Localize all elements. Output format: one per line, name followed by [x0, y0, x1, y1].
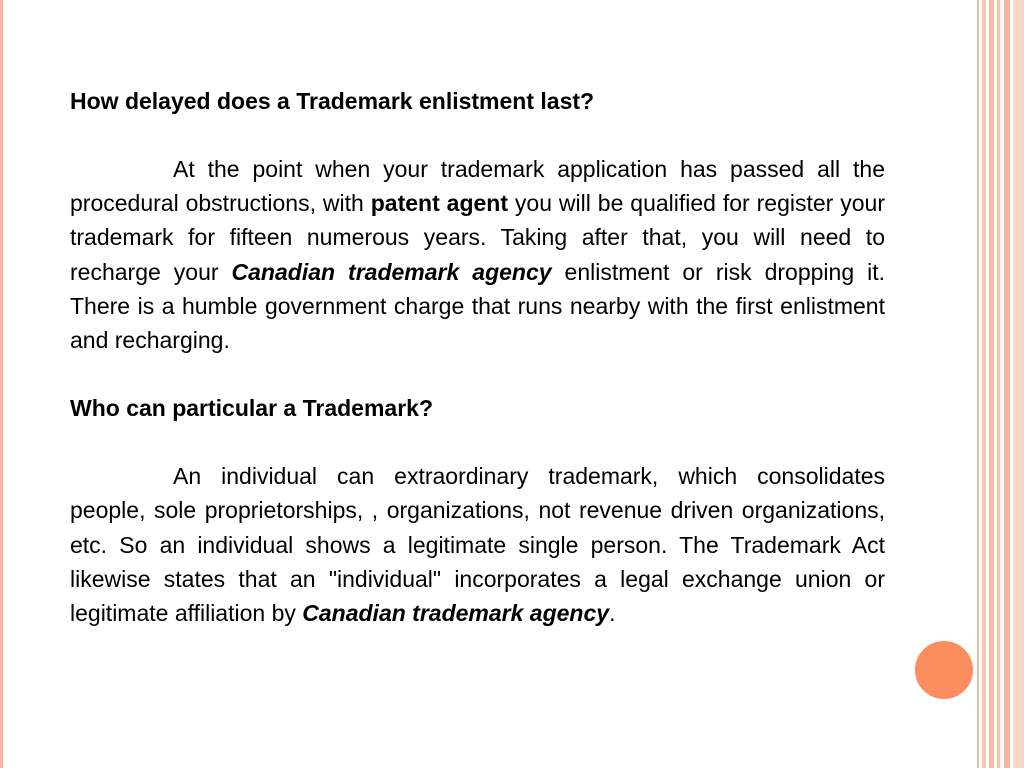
- paragraph-text: enlistment or risk dropping it. There is a humble government charge that runs nearby with the first enlistment and recharging.: [70, 258, 885, 354]
- decorative-circle: [913, 639, 975, 701]
- heading-enlistment-duration: How delayed does a Trademark enlistment last?: [70, 88, 595, 114]
- right-border-stripe: [997, 0, 1000, 768]
- right-border-stripe: [1013, 0, 1024, 768]
- heading-who-can-own: Who can particular a Trademark?: [70, 395, 434, 422]
- paragraph-enlistment-duration: [70, 152, 885, 357]
- bold-term-patent-agent: patent agent: [370, 190, 508, 217]
- left-border-stripe: [0, 0, 3, 768]
- right-border-stripe: [977, 0, 979, 768]
- slide-content: [70, 84, 885, 630]
- paragraph-spacer: [70, 425, 885, 459]
- bold-italic-term-canadian-trademark-agency: Canadian trademark agency: [302, 600, 610, 627]
- paragraph-who-can-own: [70, 459, 885, 630]
- paragraph-spacer: [70, 357, 885, 391]
- paragraph-text: At the point when your trademark application has passed all the procedural obstructions, with: [70, 156, 885, 217]
- paragraph-text: .: [609, 600, 616, 627]
- paragraph-text: An individual can extraordinary trademark, which consolidates people, sole proprietorships, , organizations, not revenue driven organizations, etc. So an individual shows a legitimate single person. The Trademark Act likewise states that an "individual" incorporates a legal exchange union or legitimate affiliation by: [70, 463, 885, 627]
- bold-italic-term-canadian-trademark-agency: Canadian trademark agency: [231, 258, 552, 285]
- paragraph-text: you will be qualified for register your trademark for fifteen numerous years. Taking after that, you will need to recharge your: [70, 190, 885, 285]
- right-border-stripe: [1004, 0, 1010, 768]
- paragraph-spacer: [70, 118, 885, 152]
- right-border-stripe: [982, 0, 986, 768]
- right-border-stripe: [989, 0, 994, 768]
